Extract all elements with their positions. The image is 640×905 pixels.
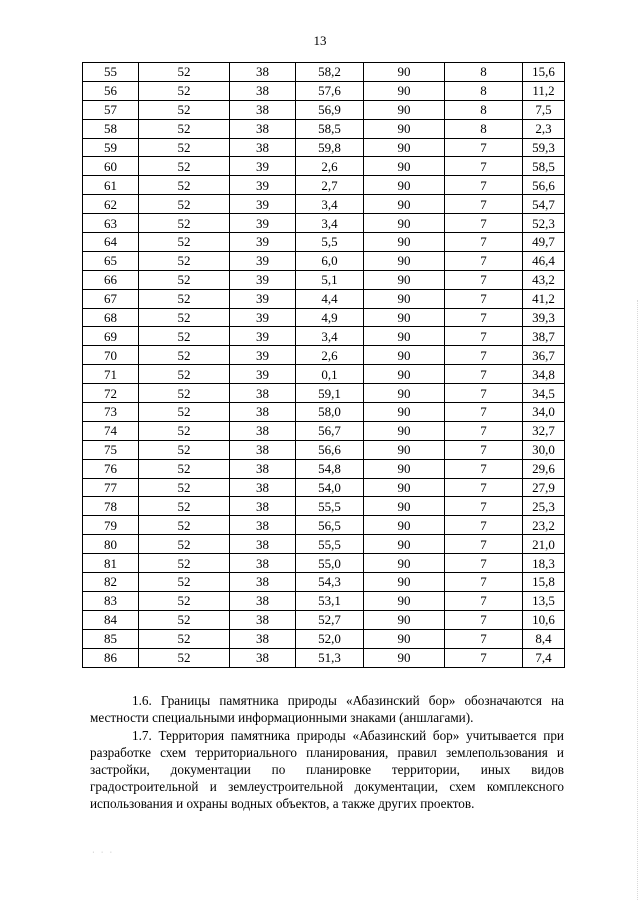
table-row [83, 157, 565, 176]
table-cell: 25,3 [523, 497, 565, 516]
table-cell: 90 [364, 459, 445, 478]
table-cell: 38 [230, 535, 296, 554]
table-cell: 52 [139, 119, 230, 138]
table-cell: 7 [445, 251, 523, 270]
table-cell: 90 [364, 573, 445, 592]
table-cell: 7 [445, 270, 523, 289]
table-row [83, 403, 565, 422]
table-row [83, 610, 565, 629]
table-cell: 6,0 [296, 251, 364, 270]
table-cell: 38,7 [523, 327, 565, 346]
table-row [83, 327, 565, 346]
table-cell: 90 [364, 233, 445, 252]
table-cell: 55,5 [296, 497, 364, 516]
table-row [83, 81, 565, 100]
table-cell: 58,0 [296, 403, 364, 422]
table-cell: 38 [230, 497, 296, 516]
table-cell: 7 [445, 459, 523, 478]
table-cell: 39 [230, 308, 296, 327]
table-row [83, 63, 565, 82]
table-cell: 59,1 [296, 384, 364, 403]
table-row [83, 478, 565, 497]
table-cell: 41,2 [523, 289, 565, 308]
table-cell: 60 [83, 157, 139, 176]
table-cell: 58,2 [296, 63, 364, 82]
scan-smudge: ⋅ ⋅ ⋅ [92, 848, 115, 857]
table-cell: 27,9 [523, 478, 565, 497]
table-cell: 3,4 [296, 195, 364, 214]
table-cell: 51,3 [296, 648, 364, 667]
table-cell: 38 [230, 440, 296, 459]
table-cell: 39,3 [523, 308, 565, 327]
table-cell: 38 [230, 573, 296, 592]
table-cell: 59 [83, 138, 139, 157]
table-cell: 4,9 [296, 308, 364, 327]
table-cell: 7 [445, 327, 523, 346]
table-cell: 90 [364, 157, 445, 176]
table-cell: 90 [364, 497, 445, 516]
table-cell: 15,8 [523, 573, 565, 592]
table-cell: 52 [139, 403, 230, 422]
table-cell: 52 [139, 270, 230, 289]
table-cell: 43,2 [523, 270, 565, 289]
table-cell: 90 [364, 327, 445, 346]
table-cell: 85 [83, 629, 139, 648]
table-row [83, 289, 565, 308]
table-row [83, 516, 565, 535]
table-cell: 52 [139, 516, 230, 535]
table-row [83, 100, 565, 119]
table-cell: 55,0 [296, 554, 364, 573]
table-cell: 7 [445, 516, 523, 535]
table-cell: 8 [445, 100, 523, 119]
table-cell: 46,4 [523, 251, 565, 270]
table-cell: 82 [83, 573, 139, 592]
table-cell: 5,1 [296, 270, 364, 289]
table-cell: 54,8 [296, 459, 364, 478]
table-cell: 38 [230, 384, 296, 403]
table-cell: 13,5 [523, 591, 565, 610]
table-cell: 38 [230, 591, 296, 610]
table-cell: 38 [230, 100, 296, 119]
table-cell: 52 [139, 214, 230, 233]
table-cell: 52 [139, 421, 230, 440]
table-cell: 61 [83, 176, 139, 195]
table-cell: 7,5 [523, 100, 565, 119]
table-cell: 52 [139, 138, 230, 157]
table-cell: 2,3 [523, 119, 565, 138]
table-cell: 52 [139, 365, 230, 384]
table-cell: 39 [230, 157, 296, 176]
table-row [83, 365, 565, 384]
table-cell: 52 [139, 157, 230, 176]
table-cell: 54,0 [296, 478, 364, 497]
table-cell: 8 [445, 81, 523, 100]
table-cell: 7 [445, 591, 523, 610]
table-cell: 8 [445, 63, 523, 82]
table-cell: 7 [445, 214, 523, 233]
table-cell: 34,5 [523, 384, 565, 403]
table-cell: 52 [139, 81, 230, 100]
table-cell: 52 [139, 459, 230, 478]
table-cell: 63 [83, 214, 139, 233]
table-cell: 52 [139, 554, 230, 573]
table-cell: 38 [230, 138, 296, 157]
table-cell: 72 [83, 384, 139, 403]
table-cell: 7 [445, 176, 523, 195]
table-cell: 38 [230, 629, 296, 648]
table-cell: 8,4 [523, 629, 565, 648]
table-cell: 65 [83, 251, 139, 270]
paragraph-1-6: 1.6. Границы памятника природы «Абазинский бор» обозначаются на местности специальными информационными знаками (аншлагами). [90, 693, 564, 725]
table-cell: 52 [139, 308, 230, 327]
table-cell: 58,5 [296, 119, 364, 138]
page-number: 13 [313, 33, 327, 48]
table-row [83, 573, 565, 592]
table-row [83, 346, 565, 365]
table-cell: 90 [364, 629, 445, 648]
table-cell: 71 [83, 365, 139, 384]
table-row [83, 554, 565, 573]
table-cell: 7 [445, 573, 523, 592]
table-cell: 38 [230, 403, 296, 422]
table-row [83, 629, 565, 648]
table-cell: 74 [83, 421, 139, 440]
table-cell: 38 [230, 554, 296, 573]
table-cell: 7 [445, 554, 523, 573]
table-cell: 52 [139, 327, 230, 346]
table-cell: 38 [230, 516, 296, 535]
table-cell: 21,0 [523, 535, 565, 554]
table-cell: 52 [139, 289, 230, 308]
table-cell: 56,9 [296, 100, 364, 119]
table-cell: 39 [230, 214, 296, 233]
table-cell: 64 [83, 233, 139, 252]
table-cell: 90 [364, 214, 445, 233]
coordinates-table [82, 62, 565, 668]
table-cell: 10,6 [523, 610, 565, 629]
table-cell: 90 [364, 308, 445, 327]
table-cell: 90 [364, 610, 445, 629]
table-cell: 53,1 [296, 591, 364, 610]
table-cell: 39 [230, 176, 296, 195]
table-row [83, 591, 565, 610]
table-cell: 11,2 [523, 81, 565, 100]
table-cell: 57,6 [296, 81, 364, 100]
table-row [83, 421, 565, 440]
table-row [83, 195, 565, 214]
table-cell: 7 [445, 195, 523, 214]
table-cell: 57 [83, 100, 139, 119]
table-cell: 86 [83, 648, 139, 667]
table-cell: 90 [364, 648, 445, 667]
table-cell: 7 [445, 497, 523, 516]
table-cell: 36,7 [523, 346, 565, 365]
table-cell: 90 [364, 516, 445, 535]
table-cell: 49,7 [523, 233, 565, 252]
table-cell: 7 [445, 365, 523, 384]
table-cell: 78 [83, 497, 139, 516]
table-cell: 54,3 [296, 573, 364, 592]
table-cell: 7 [445, 610, 523, 629]
table-cell: 52 [139, 610, 230, 629]
table-cell: 58 [83, 119, 139, 138]
table-cell: 56 [83, 81, 139, 100]
table-cell: 90 [364, 554, 445, 573]
table-cell: 90 [364, 346, 445, 365]
table-cell: 90 [364, 138, 445, 157]
table-cell: 7 [445, 346, 523, 365]
table-cell: 52 [139, 176, 230, 195]
table-cell: 38 [230, 648, 296, 667]
table-cell: 52 [139, 63, 230, 82]
table-cell: 39 [230, 270, 296, 289]
table-cell: 76 [83, 459, 139, 478]
table-cell: 52,3 [523, 214, 565, 233]
table-cell: 7 [445, 308, 523, 327]
table-cell: 90 [364, 535, 445, 554]
table-cell: 23,2 [523, 516, 565, 535]
table-cell: 52 [139, 629, 230, 648]
table-cell: 39 [230, 195, 296, 214]
table-cell: 3,4 [296, 214, 364, 233]
table-cell: 39 [230, 251, 296, 270]
table-cell: 52,7 [296, 610, 364, 629]
table-cell: 56,5 [296, 516, 364, 535]
table-cell: 59,8 [296, 138, 364, 157]
table-cell: 34,8 [523, 365, 565, 384]
table-row [83, 119, 565, 138]
table-row [83, 251, 565, 270]
table-cell: 5,5 [296, 233, 364, 252]
table-cell: 7 [445, 233, 523, 252]
table-row [83, 233, 565, 252]
table-cell: 90 [364, 478, 445, 497]
table-cell: 34,0 [523, 403, 565, 422]
table-cell: 90 [364, 176, 445, 195]
table-cell: 80 [83, 535, 139, 554]
paragraph-1-7: 1.7. Территория памятника природы «Абазинский бор» учитывается при разработке схем территориального планирования, правил землепользования и застройки, документации по планировке территории, иных видов градостроительной и землеустроительной документации, схем комплексного использования и охраны водных объектов, а также других проектов. [90, 728, 564, 811]
table-cell: 62 [83, 195, 139, 214]
table-cell: 8 [445, 119, 523, 138]
table-cell: 58,5 [523, 157, 565, 176]
table-cell: 90 [364, 289, 445, 308]
table-cell: 56,6 [296, 440, 364, 459]
table-row [83, 440, 565, 459]
table-cell: 32,7 [523, 421, 565, 440]
table-cell: 38 [230, 478, 296, 497]
scan-edge-artifact [636, 300, 638, 900]
table-cell: 52 [139, 251, 230, 270]
table-cell: 59,3 [523, 138, 565, 157]
table-cell: 39 [230, 327, 296, 346]
table-cell: 52,0 [296, 629, 364, 648]
table-row [83, 648, 565, 667]
table-cell: 90 [364, 270, 445, 289]
table-cell: 52 [139, 535, 230, 554]
table-cell: 54,7 [523, 195, 565, 214]
table-cell: 7 [445, 478, 523, 497]
table-cell: 2,6 [296, 157, 364, 176]
table-cell: 52 [139, 233, 230, 252]
table-cell: 39 [230, 365, 296, 384]
table-cell: 29,6 [523, 459, 565, 478]
table-cell: 52 [139, 478, 230, 497]
table-cell: 15,6 [523, 63, 565, 82]
table-cell: 52 [139, 497, 230, 516]
table-cell: 90 [364, 365, 445, 384]
table-cell: 7 [445, 648, 523, 667]
table-cell: 38 [230, 610, 296, 629]
table-cell: 38 [230, 421, 296, 440]
table-row [83, 176, 565, 195]
table-cell: 39 [230, 233, 296, 252]
table-cell: 56,7 [296, 421, 364, 440]
table-cell: 73 [83, 403, 139, 422]
table-cell: 52 [139, 440, 230, 459]
table-cell: 52 [139, 384, 230, 403]
table-cell: 52 [139, 648, 230, 667]
table-cell: 30,0 [523, 440, 565, 459]
table-cell: 55,5 [296, 535, 364, 554]
table-cell: 52 [139, 591, 230, 610]
table-row [83, 459, 565, 478]
table-cell: 7,4 [523, 648, 565, 667]
table-cell: 52 [139, 100, 230, 119]
table-cell: 52 [139, 346, 230, 365]
table-cell: 7 [445, 289, 523, 308]
table-cell: 69 [83, 327, 139, 346]
table-cell: 7 [445, 138, 523, 157]
table-cell: 90 [364, 100, 445, 119]
table-cell: 52 [139, 195, 230, 214]
table-cell: 77 [83, 478, 139, 497]
table-cell: 7 [445, 384, 523, 403]
table-row [83, 308, 565, 327]
table-cell: 7 [445, 629, 523, 648]
table-row [83, 535, 565, 554]
table-cell: 39 [230, 289, 296, 308]
table-cell: 68 [83, 308, 139, 327]
table-cell: 2,6 [296, 346, 364, 365]
table-cell: 83 [83, 591, 139, 610]
table-cell: 90 [364, 251, 445, 270]
table-cell: 70 [83, 346, 139, 365]
table-cell: 38 [230, 63, 296, 82]
table-cell: 66 [83, 270, 139, 289]
table-row [83, 384, 565, 403]
table-cell: 90 [364, 421, 445, 440]
table-cell: 84 [83, 610, 139, 629]
table-row [83, 138, 565, 157]
table-cell: 90 [364, 81, 445, 100]
table-cell: 67 [83, 289, 139, 308]
table-cell: 90 [364, 195, 445, 214]
table-cell: 81 [83, 554, 139, 573]
table-cell: 90 [364, 119, 445, 138]
table-cell: 7 [445, 421, 523, 440]
table-cell: 90 [364, 63, 445, 82]
table-cell: 39 [230, 346, 296, 365]
table-cell: 90 [364, 591, 445, 610]
table-cell: 2,7 [296, 176, 364, 195]
table-cell: 18,3 [523, 554, 565, 573]
table-cell: 79 [83, 516, 139, 535]
table-cell: 38 [230, 119, 296, 138]
table-cell: 90 [364, 403, 445, 422]
table-row [83, 214, 565, 233]
table-cell: 38 [230, 81, 296, 100]
table-cell: 52 [139, 573, 230, 592]
table-cell: 7 [445, 157, 523, 176]
table-cell: 4,4 [296, 289, 364, 308]
table-row [83, 497, 565, 516]
table-row [83, 270, 565, 289]
table-cell: 7 [445, 440, 523, 459]
table-cell: 0,1 [296, 365, 364, 384]
table-cell: 55 [83, 63, 139, 82]
table-cell: 90 [364, 384, 445, 403]
table-cell: 7 [445, 535, 523, 554]
coordinates-table-body [83, 63, 565, 668]
table-cell: 90 [364, 440, 445, 459]
table-cell: 3,4 [296, 327, 364, 346]
table-cell: 56,6 [523, 176, 565, 195]
table-cell: 7 [445, 403, 523, 422]
table-cell: 38 [230, 459, 296, 478]
table-cell: 75 [83, 440, 139, 459]
